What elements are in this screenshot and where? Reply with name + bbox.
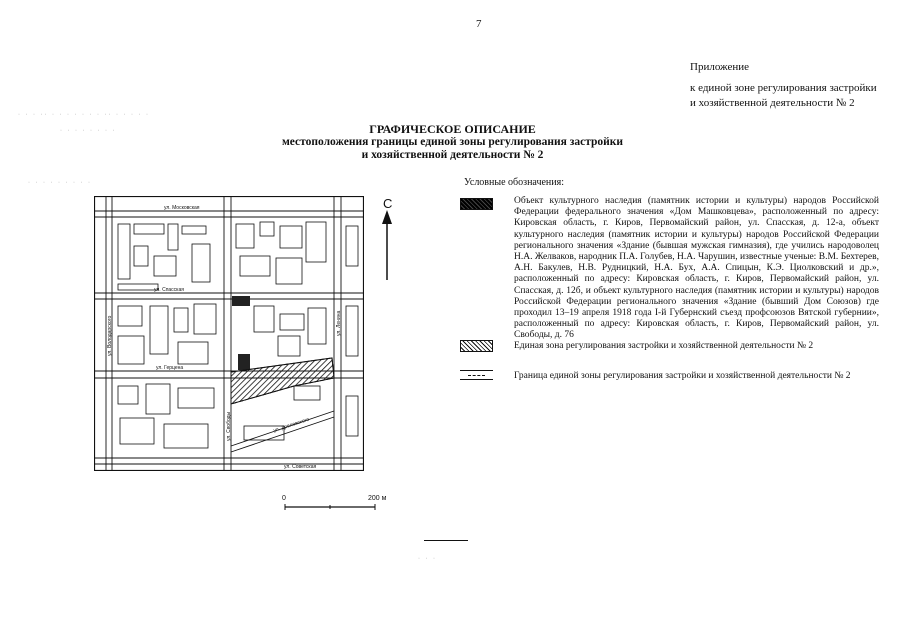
page-number: 7 <box>476 18 482 30</box>
legend-text: Объект культурного наследия (памятник истории и культуры) народов Российской Федерации федерального значения «Дом Машковцева», расположенный по адресу: Кировская область, г. Киров, Первомайский район, ул. Спасская, д. 12-а, объект культурного наследия (памятник истории и культуры) народов Российской Федерации регионального значения «Здание (бывшая мужская гимназия), где учились народоволец Н.А. Желваков, народник П.А. Голубев, Н.А. Чарушин, известные ученые: В.М. Бехтерев, А.Н. Бакулев, Н.В. Рудницкий, Н.А. Бух, А.А. Спицын, К.Э. Циолковский и др.», расположенный по адресу: Кировская область, г. Киров, Первомайский район, ул. Спасская, д. 12б, и объект культурного наследия (памятник истории и культуры) народов Российской Федерации регионального значения «Здание (бывший Дом Союзов) где проходил 13–19 апреля 1918 года I-й Губернский съезд профсоюзов Вятской губернии», расположенный по адресу: Кировская область, г. Киров, Первомайский район, ул. Свободы, д. 76 <box>514 196 879 341</box>
scan-noise: · · · ·· · · · · · · · ·· · · · · · <box>18 112 150 118</box>
street-label: ул. Советская <box>284 464 317 470</box>
scale-end: 200 м <box>368 495 387 502</box>
street-label: ул. Володарского <box>107 315 113 356</box>
street-label: ул. Свободы <box>226 411 232 441</box>
street-label: ул. Дрелевского <box>272 416 310 434</box>
title-line: местоположения границы единой зоны регулирования застройки <box>281 136 624 148</box>
title-line: и хозяйственной деятельности № 2 <box>361 149 544 161</box>
appendix-line: и хозяйственной деятельности № 2 <box>690 97 855 109</box>
north-arrow-icon <box>380 210 394 280</box>
legend-symbol-hatched-zone <box>460 340 493 352</box>
title-line: ГРАФИЧЕСКОЕ ОПИСАНИЕ <box>369 122 536 136</box>
street-label: ул. Московская <box>164 205 200 211</box>
appendix-line: к единой зоне регулирования застройки <box>690 82 877 94</box>
legend-symbol-boundary <box>460 370 493 380</box>
street-label: ул. Герцена <box>156 365 184 371</box>
appendix-note <box>690 60 877 111</box>
signature-line <box>424 540 468 541</box>
cultural-heritage-object <box>232 296 250 306</box>
document-title <box>0 123 905 162</box>
scale-start: 0 <box>282 495 286 502</box>
scale-bar <box>280 502 390 512</box>
legend-symbol-heritage <box>460 198 493 210</box>
legend-title: Условные обозначения: <box>464 177 565 188</box>
cultural-heritage-object <box>238 354 250 370</box>
legend-text: Граница единой зоны регулирования застройки и хозяйственной деятельности № 2 <box>514 371 851 381</box>
street-label: ул. Ленина <box>336 310 342 336</box>
appendix-heading: Приложение <box>690 61 750 73</box>
scan-noise: · · · · · · · · · <box>28 180 92 186</box>
street-label: ул. Спасская <box>154 287 184 293</box>
site-map <box>94 196 364 471</box>
scan-noise: · · · <box>418 556 437 562</box>
legend-text: Единая зона регулирования застройки и хозяйственной деятельности № 2 <box>514 341 814 351</box>
scan-noise: · · · · · · · · <box>60 128 117 134</box>
north-label: С <box>383 196 393 211</box>
